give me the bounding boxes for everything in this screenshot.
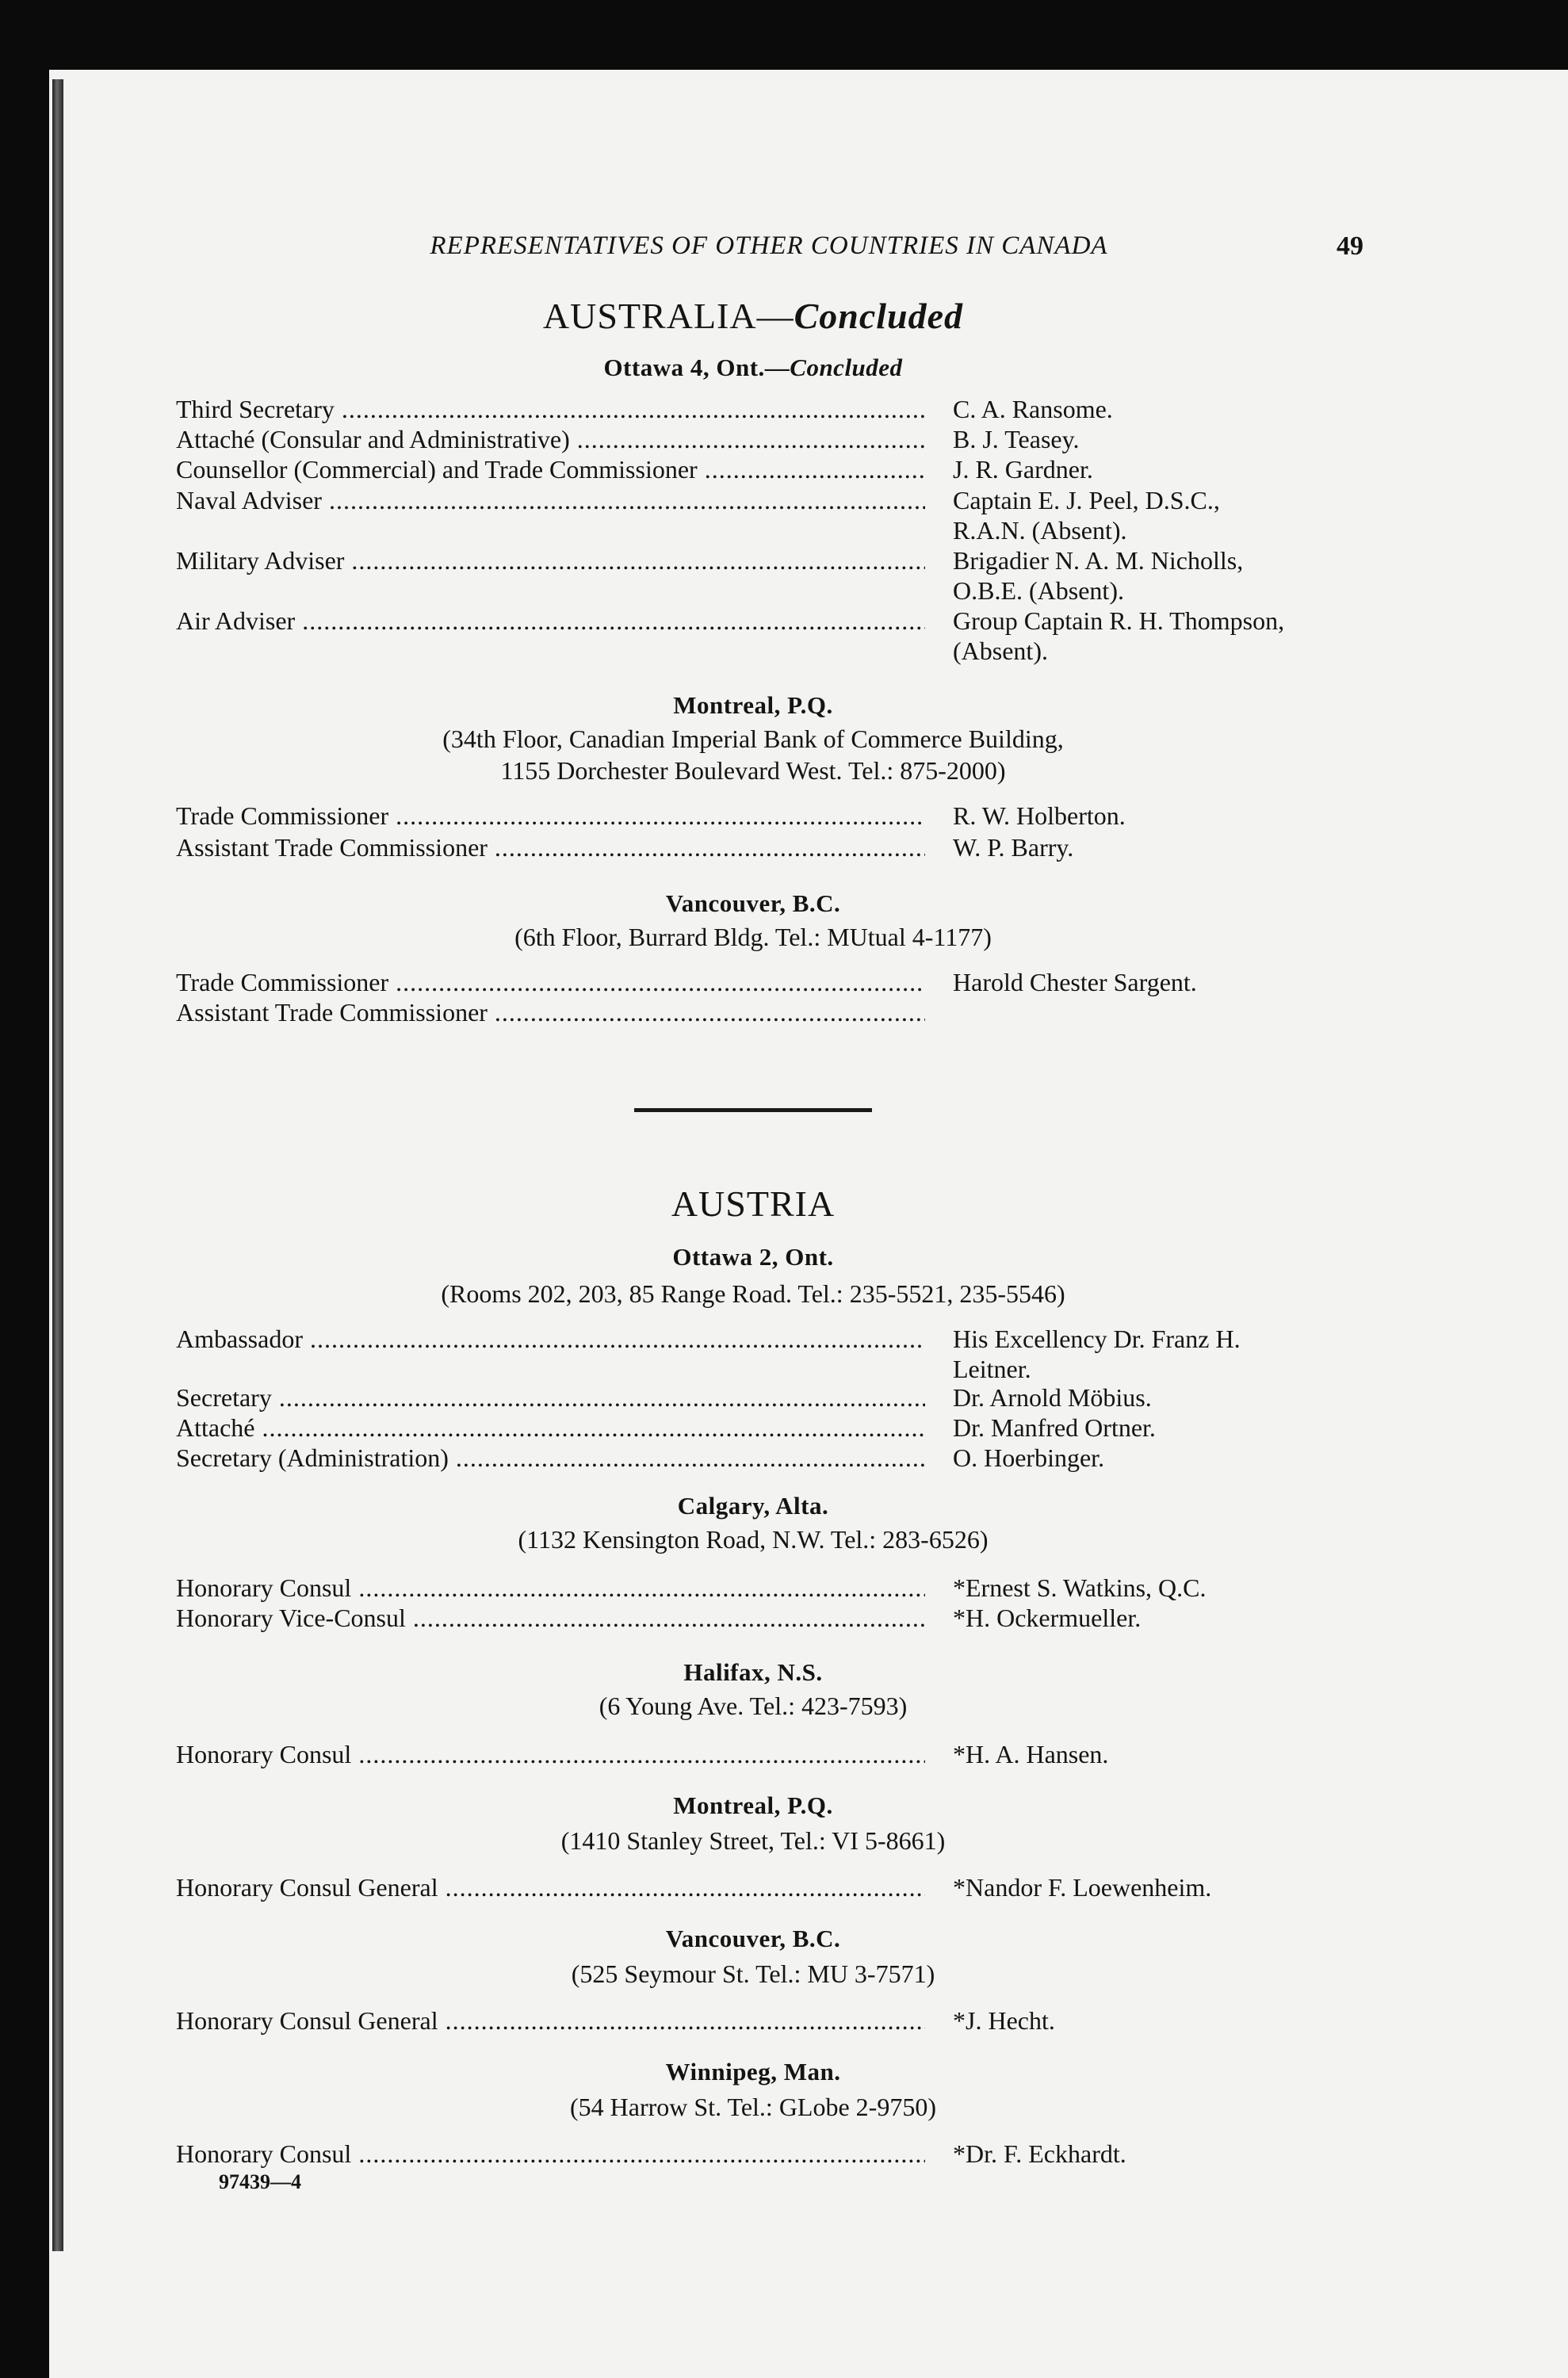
print-code: 97439—4 — [219, 2170, 301, 2193]
entry-role: Honorary Consul ..... — [176, 1573, 925, 1603]
austria-heading: AUSTRIA — [671, 1183, 836, 1224]
australia-heading — [159, 295, 1348, 337]
australia-vancouver-city: Vancouver, B.C. — [665, 889, 841, 917]
australia-montreal-city: Montreal, P.Q. — [673, 691, 833, 719]
austria-winnipeg-city: Winnipeg, Man. — [665, 2058, 841, 2086]
entry-name: C. A. Ransome. — [953, 395, 1113, 423]
entry-role: Honorary Consul ..... — [176, 1739, 925, 1769]
australia-ottawa-city-sub: Concluded — [790, 354, 903, 381]
entry-role: Naval Adviser ..... — [176, 485, 925, 515]
entry-name: R. W. Holberton. — [953, 801, 1126, 830]
austria-montreal-city: Montreal, P.Q. — [673, 1791, 833, 1819]
entry-role: Assistant Trade Commissioner ..... — [176, 997, 925, 1027]
entry-role: Air Adviser ..... — [176, 606, 925, 636]
entry-name: Brigadier N. A. M. Nicholls, O.B.E. (Absent). — [953, 546, 1244, 605]
entry-name: O. Hoerbinger. — [953, 1443, 1105, 1472]
austria-halifax-address: (6 Young Ave. Tel.: 423-7593) — [599, 1692, 908, 1720]
australia-heading-sub: Concluded — [794, 296, 964, 336]
page-binding-edge — [52, 79, 63, 2251]
entry-name: *H. A. Hansen. — [953, 1740, 1109, 1768]
entry-role: Trade Commissioner ..... — [176, 967, 925, 997]
running-header — [333, 231, 1363, 271]
entry-role: Military Adviser ..... — [176, 545, 925, 575]
entry-role: Third Secretary ..... — [176, 394, 925, 424]
page-number: 49 — [1337, 231, 1363, 261]
australia-ottawa-city — [159, 354, 1348, 382]
entry-name: B. J. Teasey. — [953, 425, 1080, 453]
austria-vancouver-address: (525 Seymour St. Tel.: MU 3-7571) — [571, 1959, 935, 1988]
entry-role: Secretary (Administration) ..... — [176, 1443, 925, 1473]
austria-vancouver-city: Vancouver, B.C. — [665, 1925, 841, 1952]
entry-name: Dr. Arnold Möbius. — [953, 1383, 1152, 1412]
entry-name: *Dr. F. Eckhardt. — [953, 2139, 1126, 2168]
austria-calgary-address: (1132 Kensington Road, N.W. Tel.: 283-6526) — [518, 1525, 989, 1554]
australia-vancouver-address: (6th Floor, Burrard Bldg. Tel.: MUtual 4-1177) — [514, 923, 992, 951]
entry-name: J. R. Gardner. — [953, 455, 1093, 484]
entry-name: *J. Hecht. — [953, 2006, 1055, 2035]
entry-role: Attaché (Consular and Administrative) ..... — [176, 424, 925, 454]
entry-name: W. P. Barry. — [953, 833, 1074, 862]
entry-name: His Excellency Dr. Franz H. Leitner. — [953, 1325, 1241, 1383]
entry-name: *Nandor F. Loewenheim. — [953, 1873, 1212, 1902]
entry-role: Assistant Trade Commissioner ..... — [176, 832, 925, 862]
austria-montreal-address: (1410 Stanley Street, Tel.: VI 5-8661) — [560, 1826, 946, 1855]
austria-winnipeg-address: (54 Harrow St. Tel.: GLobe 2-9750) — [570, 2093, 936, 2121]
entry-name: Harold Chester Sargent. — [953, 968, 1197, 996]
entry-name: Group Captain R. H. Thompson, (Absent). — [953, 606, 1285, 665]
entry-role: Ambassador ..... — [176, 1324, 925, 1354]
entry-name: *Ernest S. Watkins, Q.C. — [953, 1573, 1207, 1602]
austria-ottawa-address: (Rooms 202, 203, 85 Range Road. Tel.: 235-5521, 235-5546) — [441, 1279, 1065, 1308]
entry-name: Dr. Manfred Ortner. — [953, 1413, 1156, 1442]
entry-name: *H. Ockermueller. — [953, 1604, 1142, 1632]
austria-calgary-city: Calgary, Alta. — [677, 1492, 829, 1520]
section-divider — [634, 1108, 872, 1112]
australia-heading-main: AUSTRALIA— — [542, 296, 794, 336]
austria-ottawa-city: Ottawa 2, Ont. — [672, 1243, 834, 1271]
australia-montreal-address-2: 1155 Dorchester Boulevard West. Tel.: 875-2000) — [500, 756, 1006, 785]
australia-montreal-address-1: (34th Floor, Canadian Imperial Bank of Commerce Building, — [442, 724, 1064, 753]
entry-name: Captain E. J. Peel, D.S.C., R.A.N. (Absent). — [953, 486, 1220, 545]
entry-role: Counsellor (Commercial) and Trade Commissioner ..... — [176, 454, 925, 484]
entry-role: Honorary Consul General ..... — [176, 2005, 925, 2036]
entry-role: Trade Commissioner ..... — [176, 801, 925, 831]
entry-role: Honorary Consul General ..... — [176, 1872, 925, 1902]
entry-role: Honorary Consul ..... — [176, 2139, 925, 2169]
entry-role: Attaché ..... — [176, 1413, 925, 1443]
entry-role: Honorary Vice-Consul ..... — [176, 1603, 925, 1633]
australia-ottawa-city-name: Ottawa 4, Ont.— — [603, 354, 790, 381]
header-title: REPRESENTATIVES OF OTHER COUNTRIES IN CANADA — [430, 231, 1108, 260]
austria-halifax-city: Halifax, N.S. — [683, 1658, 823, 1686]
entry-role: Secretary ..... — [176, 1382, 925, 1413]
